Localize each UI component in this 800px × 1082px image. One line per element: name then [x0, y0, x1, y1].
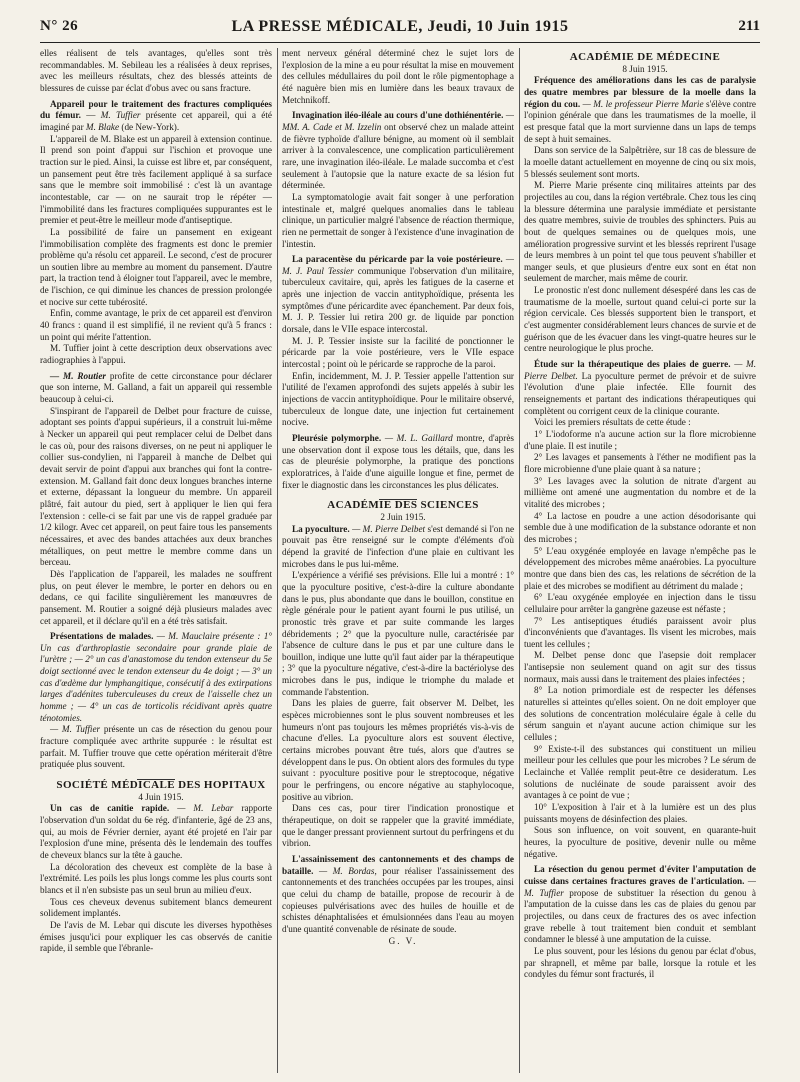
- author: — M. L. Gaillard: [384, 433, 453, 443]
- list-item: 3° Les lavages avec la solution de nitrate d'argent au millième ont amené une augmentation du nombre et de la vitalité des microbes ;: [524, 475, 756, 509]
- paragraph: M. Pierre Marie présente cinq militaires atteints par des projectiles au cou, dans la région vertébrale. Chez tous les cinq la blessure détermina une paralysie immédiate et persistante des quatre membres, suivie de troubles des sphincters. Puis au bout de quelques semaines ou de quelques mois, une amélioration progressive survint et les blessés reprirent l'usage de leurs membres à un point tel que tous peuvent s'habiller et manger seuls, et que plusieurs d'entre eux sont en état non seulement de marcher, mais même de courir.: [524, 180, 756, 284]
- paragraph: La symptomatologie avait fait songer à une perforation intestinale et, malgré quelques anomalies dans le tableau clinique, un particulier malgré l'absence de réaction thermique, rien ne permettait de songer à l'existence d'une invagination de l'intestin.: [282, 191, 514, 249]
- article-delbet-pyoculture: [282, 524, 514, 571]
- author: — M. Lebar: [177, 803, 234, 814]
- article-title: La résection du genou permet d'éviter l'amputation de cuisse dans certaines fractures graves de l'articulation.: [524, 864, 756, 886]
- section-heading: SOCIÉTÉ MÉDICALE DES HOPITAUX: [56, 779, 266, 792]
- text: rapporte l'observation d'un soldat du 6e rég. d'infanterie, âgé de 23 ans, qui, au mois de Février dernier, ayant été projeté en l'air par l'explosion d'une mine, présenta dès le lendemain des touffes de cheveux blancs sur la tête à gauche.: [40, 803, 272, 860]
- paragraph: M. J. P. Tessier insiste sur la facilité de ponctionner le péricarde par la voie postérieure, vers le VIIe espace intercostal ; point où le péricarde se rapproche de la paroi.: [282, 335, 514, 370]
- list-item: 9° Existe-t-il des substances qui constituent un milieu meilleur pour les cellules que pour les microbes ? Le sérum de Leclainche et Vallée remplit peut-être ce desideratum. Les solutions de nucléinate de soude paraissent avoir des avantages à ce point de vue ;: [524, 743, 756, 801]
- author: — M. J. Paul Tessier: [282, 254, 514, 276]
- paragraph: [40, 724, 272, 771]
- paragraph: Dès l'application de l'appareil, les malades ne souffrent plus, on peut élever le membre, le porter en dehors ou en dedans, ce qui facilite singulièrement les manœuvres de pansement. M. Routier a soigné déjà plusieurs malades avec cet appareil, et il déclare qu'il en a été très satisfait.: [40, 568, 272, 626]
- article-title: Étude sur la thérapeutique des plaies de guerre.: [534, 359, 731, 370]
- text: La pyoculture permet de prévoir et de suivre l'évolution d'une plaie infectée. Elle fournit des renseignements et partant des indications thérapeutiques qui complètent ou corrigent ceux de la clinique courante.: [524, 370, 756, 416]
- column-right: [524, 48, 756, 1076]
- text: pour réaliser l'assainissement des cantonnements et des tranchées occupées par les troupes, ainsi que celui du champ de bataille, propose de recourir à de copieuses pulvérisations avec des huiles de houille et de schistes dénaphtalisées et émulsionnées dans l'eau au moyen d'une quantité convenable de résinate de soude.: [282, 865, 514, 934]
- section-heading: ACADÉMIE DE MÉDECINE: [569, 51, 721, 63]
- list-item: 10° L'exposition à l'air et à la lumière est un des plus puissants moyens de désinfection des plaies.: [524, 802, 756, 824]
- text: propose de substituer la résection du genou à l'amputation de la cuisse dans les cas de plaies du genou par projectiles, ou dans ceux de fractures des os avec infection grave rebelle à tout traitement bien conduit et semblant condamner le blessé à une amputation de la cuisse.: [524, 887, 756, 945]
- paragraph: Le plus souvent, pour les lésions du genou par éclat d'obus, par shrapnell, et même par balle, lorsque la rotule et les condyles du fémur sont fracturés, il: [524, 945, 756, 980]
- paragraph: S'inspirant de l'appareil de Delbet pour fracture de cuisse, adoptant ses points d'appui supérieurs, il a construit lui-même à Necker un appareil qui peut remplacer celui de Delbet dans le cas où, pour des raisons diverses, on ne peut ni appliquer le collier sus-condylien, ni l'appareil à manche de Delbet qui devait servir de point d'appui aux branches qui font la contre-extension. M. Galland fait donc deux longues branches interne et externe, dépassant la longueur du membre. Un appareil plâtré, fait autour du pied, sert à appliquer le lien qui fera l'extension : celle-ci se fait par une vis de rappel graduée par 1/2 kilogr. Avec cet appareil, on peut faire tous les pansements nécessaires, et avec des bandes attachées aux deux branches métalliques, on peut mettre le membre comme dans un berceau.: [40, 405, 272, 568]
- author: M. Blake: [85, 121, 120, 132]
- paragraph: Dans son service de la Salpêtrière, sur 18 cas de blessure de la moelle datant actuellement en moyenne de cinq ou six mois, 5 blessés seulement sont morts.: [524, 145, 756, 179]
- paragraph: Dans ces cas, pour tirer l'indication pronostique et thérapeutique, on doit se rappeler que la gravité immédiate, que le danger pressant proviennent surtout du perfringens et du vibrion.: [282, 803, 514, 849]
- list-item: Sous son influence, on voit souvent, en quarante-huit heures, la pyoculture de positive, devenir nulle ou même négative.: [524, 825, 756, 859]
- article-title: La pyoculture.: [292, 523, 350, 534]
- text: présente un cas de résection du genou pour fracture compliquée avec arthrite suppurée : le résultat est parfait. M. Tuffier trouve que cette opération mériterait d'être pratiquée plus souvent.: [40, 724, 272, 770]
- article-title: Appareil pour le traitement des fractures compliquées du fémur.: [40, 98, 272, 121]
- list-item: 1° L'iodoforme n'a aucune action sur la flore microbienne d'une plaie. Il est inutile ;: [524, 429, 756, 451]
- text: présente : 1° Un cas d'arthroplastie secondaire pour grande plaie de l'urètre ; — 2° un cas d'anastomose du tendon extenseur du 5e doigt sectionné avec le tendon extenseur du 4e doigt ; — 3° un cas d'œdème dur lymphangitique, consécutif à des extirpations larges d'adénites tuberculeuses du creux de l'aisselle chez un homme ; — 4° un cas de torticolis récidivant après quatre ténotomies.: [40, 631, 272, 723]
- journal-title: LA PRESSE MÉDICALE, Jeudi, 10 Juin 1915: [231, 18, 569, 35]
- column-middle: [282, 48, 514, 1076]
- author: — M. Tuffier: [524, 875, 756, 898]
- article-mauclaire: [40, 631, 272, 724]
- section-date: 8 Juin 1915.: [622, 63, 668, 74]
- paragraph: L'expérience a vérifié ses prévisions. Elle lui a montré : 1° que la pyoculture positive, c'est-à-dire la culture abondante dans le pus, plus abondante que dans le bouillon, constitue en règle générale pour le patient ayant fourni le pus utilisé, un pronostic très grave et par suite commande les larges débridements ; 2° que la pyoculture nulle, caractérisée par l'absence de culture dans le pus et par une culture dans le bouillon, indique une lutte qu'il faut aider par la thérapeutique ; 3° que la pyoculture négative, c'est-à-dire la bactériolyse des microbes dans le pus, indique le triomphe du malade et commande l'abstention.: [282, 570, 514, 697]
- paragraph: Enfin, incidemment, M. J. P. Tessier appelle l'attention sur l'utilité de l'examen approfondi des sujets appelés à subir les injections de vaccin antityphoïdique. Pour le militaire observé, tuberculeux de longue date, une injection fut certainement nocive.: [282, 370, 514, 428]
- article-title: La paracentèse du péricarde par la voie postérieure.: [292, 254, 503, 265]
- paragraph: Enfin, comme avantage, le prix de cet appareil est d'environ 40 francs : quand il est simplifié, il ne revient qu'à 5 francs : un point qui mérite l'attention.: [40, 308, 272, 342]
- text: profite de cette circonstance pour déclarer que son interne, M. Galland, a fait un appareil qui ressemble beaucoup à celui-ci.: [40, 370, 272, 405]
- text: s'est demandé si l'on ne pouvait pas être renseigné sur le compte d'éléments d'où dépend la gravité de l'infection d'une plaie en cultivant les microbes dans le pus lui-même.: [282, 523, 514, 569]
- text: montre, d'après une observation dont il expose tous les détails, que, dans les cas de pleurésie polymorphe, la pratique des ponctions exploratrices, à l'aide d'une aiguille longue et fine, permet de fixer le diagnostic dans les circonstances les plus délicates.: [282, 433, 514, 490]
- page-header: [40, 18, 760, 44]
- author: — MM. A. Cade et M. Izzelin: [282, 110, 514, 132]
- text: ont observé chez un malade atteint de fièvre typhoïde d'allure bénigne, au moment où il semblait arriver à la convalescence, une complication particulièrement rare, une invagination iléo-iléale. Le malade succomba et c'est seulement à l'autopsie que la nature exacte de sa lésion fut déterminée.: [282, 121, 514, 191]
- article-routier: [40, 371, 272, 406]
- article-title: Pleurésie polymorphe.: [292, 433, 382, 443]
- author: — M. Pierre Delbet.: [524, 359, 756, 381]
- section-date: 2 Juin 1915.: [380, 511, 426, 522]
- section-date: 4 Juin 1915.: [138, 791, 184, 802]
- text: (de New-York).: [121, 121, 180, 132]
- article-lebar: [40, 803, 272, 861]
- list-item: 8° La notion primordiale est de respecter les défenses naturelles si atteintes qu'elles soient. On ne doit employer que des solutions de concentration moléculaire égale à celle du sérum sanguin et n'ayant aucune action chimique sur les cellules ;: [524, 685, 756, 743]
- article-title: Invagination iléo-iléale au cours d'une dothiénentérie.: [292, 110, 504, 121]
- article-bordas: [282, 854, 514, 936]
- column-left: [40, 48, 272, 1076]
- article-title: Fréquence des améliorations dans les cas de paralysie des quatre membres par blessure de la moelle dans la région du cou.: [524, 75, 756, 109]
- paragraph: Le pronostic n'est donc nullement désespéré dans les cas de traumatisme de la moelle, surtout quand celui-ci porte sur la région cervicale. Ces blessés supportent bien le transport, et c'est augmenter considérablement leurs chances de survie et de guérison que de les évacuer dans les vingt-quatre heures sur le centre neurologique le plus proche.: [524, 285, 756, 354]
- author: — M. Routier: [50, 370, 106, 381]
- article-title: L'assainissement des cantonnements et des champs de bataille.: [282, 853, 514, 876]
- author: — M. Bordas,: [318, 865, 377, 876]
- article-gaillard: [282, 433, 514, 491]
- list-item: 5° L'eau oxygénée employée en lavage n'empêche pas le développement des microbes même anaérobies. La pyoculture montre que dans bien des cas, les relations de sécrétion de la plaie et des microbes se modifient au détriment du malade ;: [524, 545, 756, 591]
- paragraph: Voici les premiers résultats de cette étude :: [534, 417, 691, 428]
- list-item: 4° La lactose en poudre a une action désodorisante qui semble due à une modification de la substance odorante et non des microbes ;: [524, 510, 756, 544]
- numbered-results-list: [524, 429, 756, 860]
- paragraph: De l'avis de M. Lebar qui discute les diverses hypothèses émises jusqu'ici pour expliquer les cas observés de canitie rapide, il semble que l'ébranle-: [40, 919, 272, 954]
- list-item: 2° Les lavages et pansements à l'éther ne modifient pas la flore microbienne d'une plaie quant à sa nature ;: [524, 452, 756, 474]
- paragraph: ment nerveux général déterminé chez le sujet lors de l'explosion de la mine a eu pour résultat la mise en mouvement des cellules médullaires du poil dont le rôle pigmentophage a été naguère bien mis en lumière dans les beaux travaux de Metchnikoff.: [282, 48, 514, 105]
- text: communique l'observation d'un militaire, tuberculeux cavitaire, qui, après les fatigues de la caserne et après une injection de vaccin antityphoïdique, présenta les symptômes d'une péricardite avec épanchement. Par deux fois, M. J. P. Tessier lui retira 200 gr. de liquide par ponction dorsale, dans le VIIe espace intercostal.: [282, 265, 514, 335]
- author: — M. le professeur Pierre Marie: [582, 98, 704, 109]
- author: — M. Tuffier: [50, 724, 101, 735]
- article-delbet-plaies: [524, 359, 756, 417]
- column-divider: [277, 48, 278, 1073]
- author: — M. Pierre Delbet: [352, 523, 426, 534]
- paragraph: Dans les plaies de guerre, fait observer M. Delbet, les espèces microbiennes sont le plus souvent nombreuses et les humeurs n'ont pas toujours les mêmes propriétés vis-à-vis de chacune d'elles. La pyoculture alors est souvent élective, certains microbes pouvant être tués, alors que d'autres se développent dans le pus. On obtient alors des formules du type suivant : pyoculture positive pour le streptocoque, négative pour le perfringens, ou encore négative au staphylocoque, positive au vibrion.: [282, 698, 514, 802]
- paragraph: La décoloration des cheveux est complète de la base à l'extrémité. Les poils les plus longs comme les plus courts sont blancs et il n'en subsiste pas un seul brun au milieu d'eux.: [40, 861, 272, 895]
- section-heading: ACADÉMIE DES SCIENCES: [327, 499, 479, 512]
- article-title: Un cas de canitie rapide.: [50, 803, 170, 814]
- article-cade-izzelin: [282, 110, 514, 192]
- article-pierre-marie: [524, 75, 756, 145]
- paragraph: L'appareil de M. Blake est un appareil à extension continue. Il prend son point d'appui sur l'ischion et provoque une traction sur le pied. Ainsi, la cuisse est libre et, par conséquent, un pansement peut être très facilement appliqué à sa surface sans que le membre soit immobilisé : c'est là un avantage incontestable, car — on ne saurait trop le répéter — l'immobilité dans les fractures compliquées suppurantes est le premier et peut-être le meilleur mode d'antiseptique.: [40, 133, 272, 226]
- issue-number: N° 26: [40, 18, 79, 34]
- list-item: 7° Les antiseptiques étudiés paraissent avoir plus d'inconvénients que d'avantages. Ils visent les microbes, mais tuent les cellules ;: [524, 615, 756, 649]
- article-tuffier-blake: Appareil pour le traitement des fractures compliquées du fémur. — M. Tuffier présente cet appareil, qui a été imaginé par M. Blake (de New-York).: [40, 98, 272, 132]
- text: s'élève contre l'opinion générale que dans les traumatismes de la moelle, il est presque fatal que la mort survienne dans un laps de temps de sept à huit semaines.: [524, 98, 756, 144]
- page-number: 211: [738, 18, 760, 34]
- column-divider: [519, 48, 520, 1073]
- signature: G. V.: [388, 935, 418, 946]
- article-tessier: [282, 254, 514, 336]
- text: présente cet appareil, qui a été imaginé par: [40, 110, 272, 132]
- article-tuffier-genou: [524, 864, 756, 946]
- paragraph: elles réalisent de tels avantages, qu'elles sont très recommandables. M. Sebileau les a réalisées à deux reprises, avec les meilleurs résultats, chez des blessés atteints de blessures de cuisse par éclat d'obus avec ou sans fracture.: [40, 48, 272, 93]
- author: — M. Mauclaire: [156, 631, 220, 642]
- header-rule: [40, 42, 760, 43]
- list-item: 6° L'eau oxygénée employée en injection dans le tissu cellulaire pour arrêter la gangrène gazeuse est néfaste ;: [524, 592, 756, 614]
- list-item: M. Delbet pense donc que l'asepsie doit remplacer l'antisepsie non seulement quand on agit sur des tissus normaux, mais aussi dans le traitement des plaies infectées ;: [524, 650, 756, 684]
- paragraph: M. Tuffier joint à cette description deux observations avec radiographies à l'appui.: [40, 343, 272, 366]
- paragraph: La possibilité de faire un pansement en exigeant l'immobilisation complète des fragments est donc le premier problème qu'a résolu cet appareil. Le second, c'est de procurer un soutien libre au membre au moment du pansement. D'autre part, la traction tend à éloigner tout l'appareil, avec le membre, de l'ischion, ce qui diminue les chances de pression prolongée et nocive sur cette tubérosité.: [40, 226, 272, 307]
- author: M. Tuffier: [100, 110, 141, 121]
- paragraph: Tous ces cheveux devenus subitement blancs demeurent solidement implantés.: [40, 896, 272, 919]
- article-title: Présentations de malades.: [50, 631, 154, 642]
